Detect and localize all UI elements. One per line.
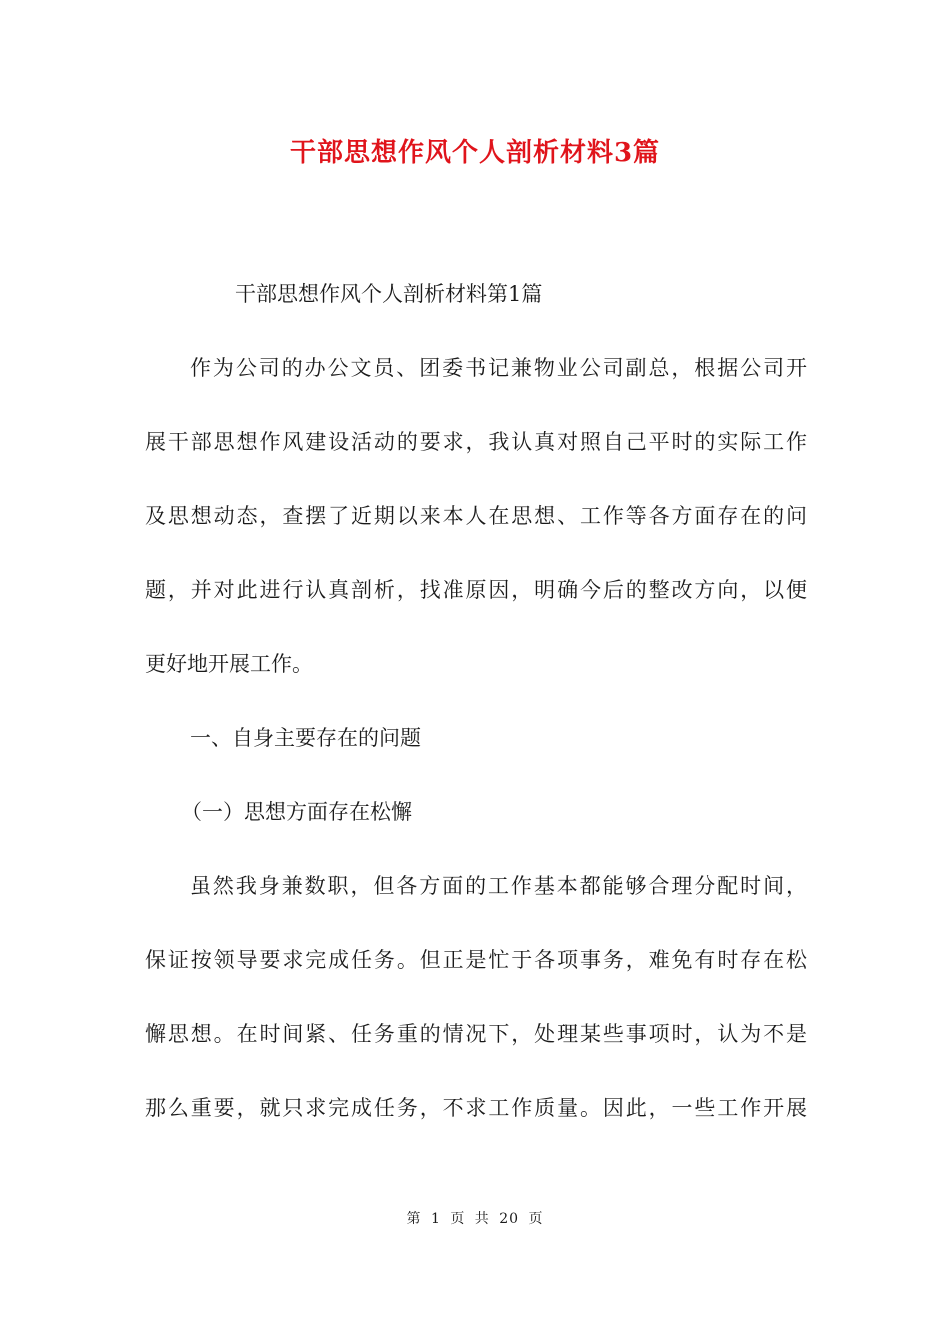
paragraph-line: 虽然我身兼数职，但各方面的工作基本都能够合理分配时间，	[190, 874, 807, 898]
footer-label-total: 共	[474, 1211, 490, 1227]
section-heading: 一、自身主要存在的问题	[190, 726, 421, 750]
footer-current-page: 1	[430, 1211, 441, 1227]
paragraph-line: 作为公司的办公文员、团委书记兼物业公司副总，根据公司开	[190, 356, 807, 380]
footer-label-page: 第	[406, 1211, 422, 1227]
document-title: 干部思想作风个人剖析材料3篇	[289, 138, 661, 168]
section-subtitle: 干部思想作风个人剖析材料第1篇	[235, 282, 543, 306]
paragraph-line: 保证按领导要求完成任务。但正是忙于各项事务，难免有时存在松	[145, 948, 807, 972]
subsection-heading: （一）思想方面存在松懈	[181, 800, 412, 824]
footer-total-pages: 20	[499, 1211, 520, 1227]
paragraph-line: 题，并对此进行认真剖析，找准原因，明确今后的整改方向，以便	[145, 578, 807, 602]
footer-label-page-suffix: 页	[450, 1211, 466, 1227]
paragraph-line: 那么重要，就只求完成任务，不求工作质量。因此，一些工作开展	[145, 1096, 807, 1120]
paragraph-line: 懈思想。在时间紧、任务重的情况下，处理某些事项时，认为不是	[145, 1022, 807, 1046]
paragraph-line: 更好地开展工作。	[145, 652, 313, 676]
document-body	[145, 274, 807, 1162]
page-footer	[0, 1208, 950, 1228]
paragraph-line: 及思想动态，查摆了近期以来本人在思想、工作等各方面存在的问	[145, 504, 807, 528]
footer-label-total-suffix: 页	[528, 1211, 544, 1227]
paragraph-line: 展干部思想作风建设活动的要求，我认真对照自己平时的实际工作	[145, 430, 807, 454]
